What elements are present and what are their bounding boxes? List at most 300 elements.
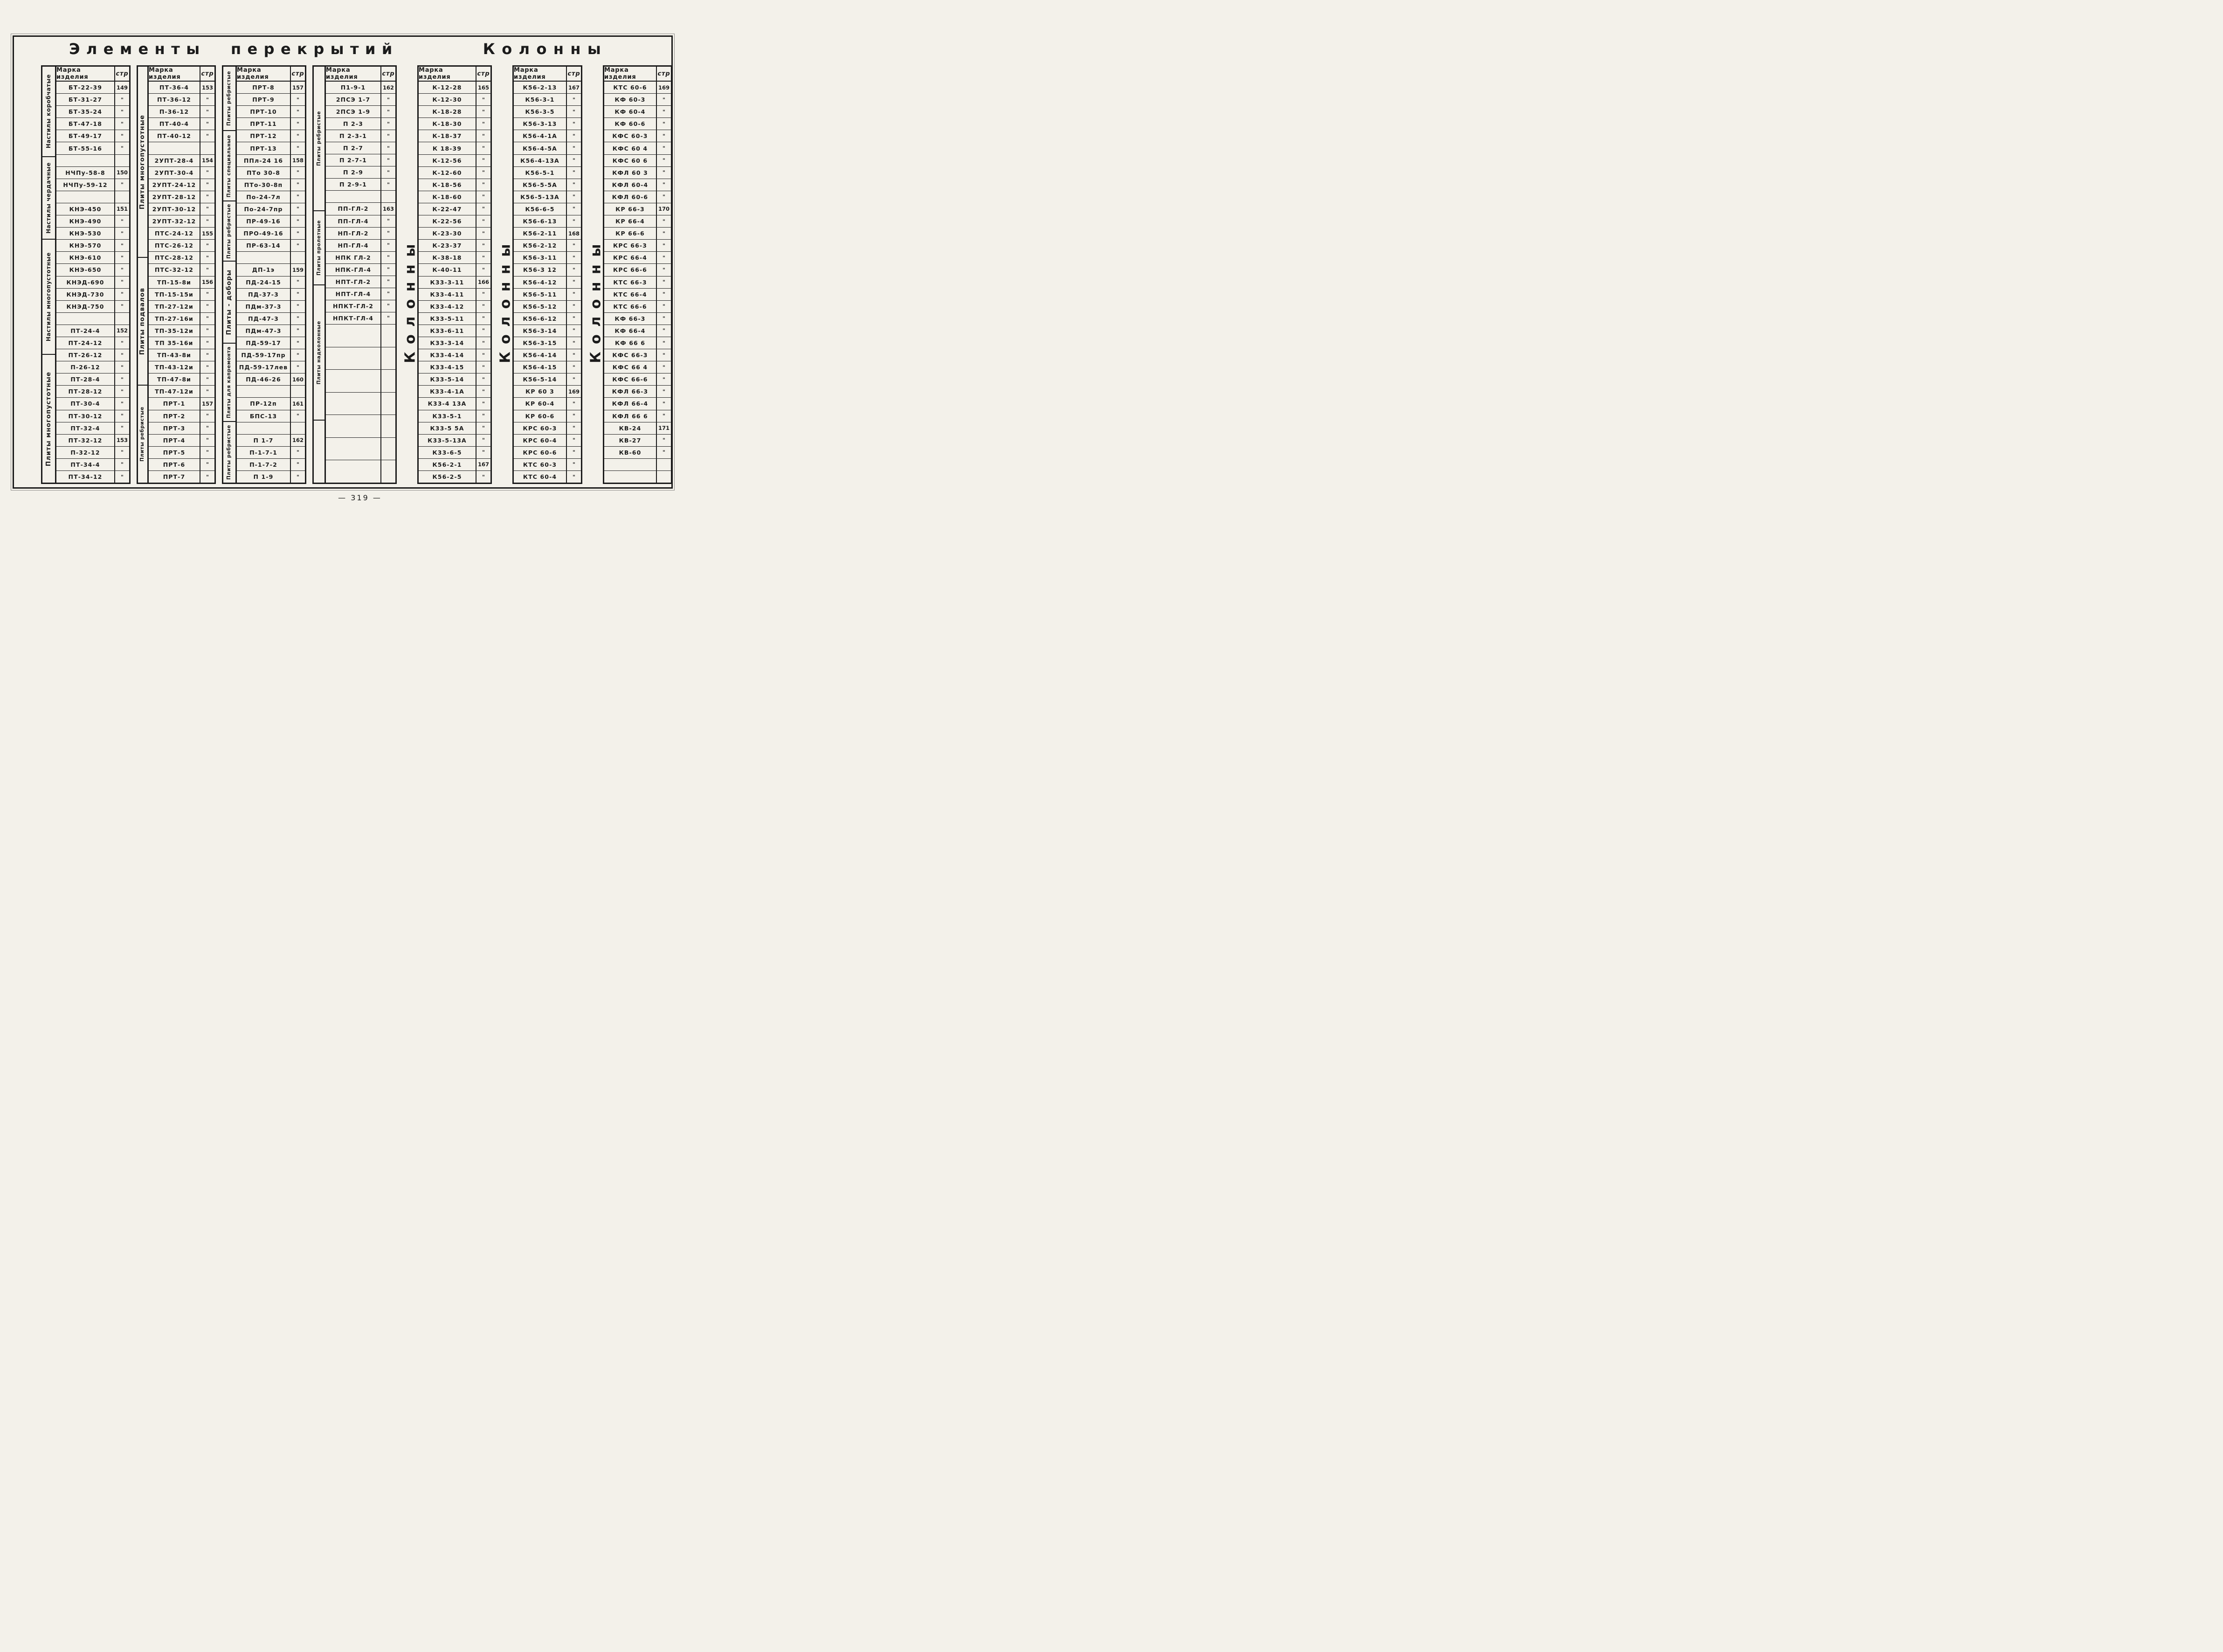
product-mark xyxy=(326,325,380,347)
page-ref: " xyxy=(290,349,305,361)
page-ref: " xyxy=(114,471,129,483)
page-column-header: стр xyxy=(656,67,671,81)
product-mark: К-22-56 xyxy=(432,218,462,225)
table-row xyxy=(149,337,214,349)
product-mark: ТП-15-8и xyxy=(157,278,191,286)
table-row xyxy=(56,458,129,470)
product-mark: ПТ-24-4 xyxy=(70,327,100,334)
product-mark: КФ 60-6 xyxy=(614,120,646,128)
category-label: Плиты ребристые xyxy=(226,203,232,259)
page-ref: " xyxy=(566,252,581,263)
table-row xyxy=(56,251,129,263)
page-ref: " xyxy=(656,155,671,166)
page-ref: " xyxy=(290,228,305,239)
page-ref: " xyxy=(290,142,305,154)
product-mark xyxy=(326,393,380,415)
product-mark: НПКТ-ГЛ-4 xyxy=(333,314,373,322)
page-ref: " xyxy=(566,167,581,179)
product-mark: П 2-9-1 xyxy=(339,181,367,188)
page-ref: 163 xyxy=(380,203,395,214)
table-row xyxy=(604,434,671,446)
table-row xyxy=(604,118,671,130)
product-mark: К33-4 13А xyxy=(428,400,467,408)
table-row xyxy=(149,434,214,446)
page-ref: " xyxy=(200,325,214,337)
product-mark: П-1-7-2 xyxy=(249,461,277,468)
vertical-title-label: Колонны xyxy=(402,236,418,363)
table-row xyxy=(419,422,490,434)
table-row xyxy=(326,392,395,415)
page-ref: " xyxy=(566,435,581,446)
product-mark: ТП-35-12и xyxy=(155,327,193,334)
page-ref: " xyxy=(476,447,490,458)
table-row xyxy=(514,470,581,483)
product-mark: К56-5-13А xyxy=(520,193,559,200)
product-mark: ПТо 30-8 xyxy=(246,169,280,176)
table-row xyxy=(514,422,581,434)
page-ref: " xyxy=(566,191,581,203)
table-row xyxy=(514,191,581,203)
page-ref: " xyxy=(566,471,581,483)
product-mark: ТП-43-12и xyxy=(155,364,193,371)
table-row xyxy=(419,458,490,470)
table-row xyxy=(326,347,395,370)
product-mark: ПТ-34-12 xyxy=(68,473,103,481)
page-ref: " xyxy=(566,301,581,312)
category-section xyxy=(223,421,235,483)
product-mark: ПД-59-17пр xyxy=(241,352,286,359)
page-column-header: стр xyxy=(566,67,581,81)
product-mark: ППл-24 16 xyxy=(243,157,283,164)
product-mark: 2УПТ-24-12 xyxy=(152,181,196,188)
product-mark: НПКТ-ГЛ-2 xyxy=(333,302,373,310)
page-ref: " xyxy=(476,215,490,227)
page-ref: " xyxy=(200,252,214,263)
product-mark: ПТо-30-8п xyxy=(244,181,283,188)
table-row xyxy=(419,251,490,263)
product-mark: П 2-7 xyxy=(343,145,363,152)
page-number: — 319 — xyxy=(338,493,382,502)
page-ref: 165 xyxy=(476,82,490,93)
table-row xyxy=(56,434,129,446)
page-ref: " xyxy=(656,264,671,276)
table-row xyxy=(56,276,129,288)
product-mark: К56-3-14 xyxy=(523,327,557,334)
page-ref: " xyxy=(200,349,214,361)
product-mark: К56-2-5 xyxy=(432,473,462,481)
product-mark: КНЭ-610 xyxy=(69,254,102,262)
product-mark: КФЛ 60-6 xyxy=(612,193,649,200)
page-ref: " xyxy=(114,240,129,251)
page-ref: " xyxy=(656,349,671,361)
category-section xyxy=(138,257,147,385)
table-row xyxy=(149,251,214,263)
table-row xyxy=(149,373,214,385)
page-ref xyxy=(290,422,305,434)
page-ref xyxy=(290,386,305,397)
page-ref: 162 xyxy=(290,435,305,446)
product-mark: ПР-63-14 xyxy=(246,242,281,249)
table-row xyxy=(514,337,581,349)
table-row xyxy=(514,300,581,312)
page-ref xyxy=(200,142,214,154)
page-ref: " xyxy=(290,301,305,312)
page-ref: " xyxy=(656,447,671,458)
page-ref: " xyxy=(566,155,581,166)
page-ref: " xyxy=(380,252,395,263)
product-mark: КТС 66-6 xyxy=(613,303,647,310)
table-row xyxy=(419,142,490,154)
table-body xyxy=(514,82,581,483)
category-section xyxy=(223,200,235,261)
product-table xyxy=(512,65,582,484)
page-ref: " xyxy=(566,276,581,288)
product-mark: НП-ГЛ-4 xyxy=(338,242,369,249)
table-row xyxy=(604,191,671,203)
product-mark: П-1-7-1 xyxy=(249,449,277,456)
catalog-table-unit xyxy=(588,65,672,484)
table-row xyxy=(514,458,581,470)
table-row xyxy=(514,215,581,227)
page-ref: " xyxy=(476,155,490,166)
table-row xyxy=(237,361,305,373)
page-ref: " xyxy=(656,118,671,130)
table-row xyxy=(604,215,671,227)
page-ref: 153 xyxy=(200,82,214,93)
table-row xyxy=(514,82,581,93)
product-mark: КФЛ 66-4 xyxy=(612,400,649,408)
product-mark: ТП-27-16и xyxy=(155,315,193,322)
product-mark: КФ 60-4 xyxy=(614,108,646,116)
page-ref: " xyxy=(656,142,671,154)
table-row xyxy=(237,397,305,409)
product-mark: КФЛ 66 6 xyxy=(612,412,648,420)
table-row xyxy=(514,385,581,397)
page-ref: " xyxy=(656,228,671,239)
page-ref: " xyxy=(476,361,490,373)
page-ref: " xyxy=(476,386,490,397)
table-row xyxy=(326,460,395,483)
table-row xyxy=(149,166,214,179)
page-ref: " xyxy=(200,179,214,191)
table-row xyxy=(237,215,305,227)
product-mark: П-26-12 xyxy=(70,364,100,371)
vertical-title-label: Колонны xyxy=(497,236,513,363)
product-mark: ПД-24-15 xyxy=(246,278,281,286)
vertical-title-label: Колонны xyxy=(587,236,604,363)
product-mark: ПРТ-2 xyxy=(163,412,186,420)
table-row xyxy=(514,118,581,130)
table-row xyxy=(56,142,129,154)
product-mark: НПК ГЛ-2 xyxy=(335,254,371,261)
page-ref: " xyxy=(566,373,581,385)
product-mark: ПТС-26-12 xyxy=(154,242,194,249)
table-row xyxy=(604,166,671,179)
product-mark xyxy=(604,459,656,470)
category-label: Плиты пролетные xyxy=(316,220,322,276)
page-ref: " xyxy=(290,106,305,118)
table-row xyxy=(56,154,129,166)
table-row xyxy=(56,385,129,397)
product-mark: К56-6-12 xyxy=(523,315,557,322)
page-ref xyxy=(380,191,395,202)
table-row xyxy=(56,239,129,251)
table-header-row xyxy=(514,67,581,82)
page-ref: " xyxy=(566,313,581,325)
page-ref: " xyxy=(476,94,490,105)
product-mark: ПТ-40-12 xyxy=(157,132,191,140)
product-mark: НПТ-ГЛ-4 xyxy=(335,290,371,297)
category-label: Настилы коробчатые xyxy=(45,74,52,149)
product-mark: К56-2-13 xyxy=(523,84,557,91)
page-ref: " xyxy=(476,325,490,337)
page-ref: " xyxy=(114,130,129,142)
product-mark: ПТ-28-4 xyxy=(70,376,100,383)
table-row xyxy=(514,227,581,239)
page-ref: " xyxy=(200,471,214,483)
product-mark: К-38-18 xyxy=(432,254,462,262)
section-title-columns: Колонны xyxy=(483,40,608,58)
product-mark: КФС 60 6 xyxy=(612,157,648,164)
table-row xyxy=(326,82,395,93)
product-mark: К56-3-5 xyxy=(525,108,555,116)
category-label: Настилы многопустотные xyxy=(45,252,52,341)
table-row xyxy=(326,312,395,324)
page-ref: " xyxy=(290,313,305,325)
page-ref xyxy=(114,191,129,203)
page-ref xyxy=(380,325,395,347)
product-mark: К56-4-12 xyxy=(523,278,557,286)
product-mark xyxy=(326,347,380,370)
product-mark xyxy=(326,370,380,392)
product-mark: КФЛ 60-4 xyxy=(612,181,649,188)
category-section xyxy=(223,130,235,200)
product-mark: 2УПТ-32-12 xyxy=(152,218,196,225)
product-mark: К56-3 12 xyxy=(523,266,557,274)
table-row xyxy=(326,324,395,347)
product-mark: КНЭ-650 xyxy=(69,266,102,274)
page-ref: " xyxy=(476,422,490,434)
table-header-row xyxy=(237,67,305,82)
category-section xyxy=(314,284,324,420)
mark-column-header: Марка изделия xyxy=(149,67,181,81)
table-row xyxy=(149,288,214,300)
page-ref: " xyxy=(290,179,305,191)
section-title-floor-elements: Элементы перекрытий xyxy=(69,40,399,58)
product-mark: КТС 60-3 xyxy=(523,461,557,468)
page-ref: " xyxy=(656,373,671,385)
table-row xyxy=(604,325,671,337)
page-ref: " xyxy=(476,410,490,422)
table-body xyxy=(237,82,305,483)
page-ref: 168 xyxy=(566,228,581,239)
table-row xyxy=(419,130,490,142)
table-row xyxy=(604,337,671,349)
category-section xyxy=(314,420,324,483)
page-ref: 149 xyxy=(114,82,129,93)
table-row xyxy=(514,434,581,446)
page-ref: " xyxy=(656,252,671,263)
table-row xyxy=(56,288,129,300)
product-mark: ПТ-28-12 xyxy=(68,388,103,395)
product-mark: БТ-49-17 xyxy=(68,132,103,140)
table-row xyxy=(149,276,214,288)
table-row xyxy=(326,251,395,263)
product-mark: ПТ-26-12 xyxy=(68,352,103,359)
page-ref: 169 xyxy=(656,82,671,93)
page-ref: " xyxy=(566,215,581,227)
page-ref: " xyxy=(656,301,671,312)
table-row xyxy=(604,251,671,263)
table-row xyxy=(149,470,214,483)
page-ref: " xyxy=(476,313,490,325)
page-ref: " xyxy=(656,179,671,191)
page-ref: " xyxy=(476,179,490,191)
product-mark xyxy=(56,155,114,166)
table-row xyxy=(419,82,490,93)
page-ref: " xyxy=(114,373,129,385)
product-mark: П 2-7-1 xyxy=(339,157,367,164)
page-ref: " xyxy=(200,386,214,397)
category-section xyxy=(314,67,324,210)
product-mark: К-18-30 xyxy=(432,120,462,128)
table-row xyxy=(604,470,671,483)
table-row xyxy=(514,276,581,288)
category-label: Плиты многопустотные xyxy=(138,114,146,209)
page-ref: " xyxy=(476,167,490,179)
table-row xyxy=(237,239,305,251)
product-mark: К33-4-1А xyxy=(430,388,464,395)
table-row xyxy=(149,349,214,361)
category-label: Плиты для капремонта xyxy=(226,346,232,419)
product-mark: КНЭД-690 xyxy=(66,278,104,286)
product-mark: ТП-15-15и xyxy=(155,290,193,298)
table-row xyxy=(419,373,490,385)
product-mark: К33-3-14 xyxy=(430,339,464,347)
page-column-header: стр xyxy=(290,67,305,81)
product-mark: К33-4-14 xyxy=(430,352,464,359)
product-mark: БПС-13 xyxy=(249,412,277,420)
table-row xyxy=(514,349,581,361)
product-mark: ТП-47-12и xyxy=(155,388,193,395)
page-ref: " xyxy=(566,410,581,422)
product-mark: К56-3-1 xyxy=(525,96,555,104)
product-table xyxy=(147,65,216,484)
table-row xyxy=(604,349,671,361)
product-mark: ПТС-32-12 xyxy=(154,266,194,274)
product-mark: ПТ-40-4 xyxy=(159,120,189,128)
table-row xyxy=(419,325,490,337)
product-mark: КНЭ-530 xyxy=(69,230,102,237)
table-row xyxy=(237,118,305,130)
product-mark: ПТ-24-12 xyxy=(68,339,103,347)
page-ref xyxy=(380,415,395,437)
page-ref: 155 xyxy=(200,228,214,239)
table-body xyxy=(419,82,490,483)
page-ref: " xyxy=(114,142,129,154)
page-ref: 156 xyxy=(200,276,214,288)
table-row xyxy=(419,203,490,215)
page-ref: " xyxy=(380,130,395,142)
product-mark: КТС 66-4 xyxy=(613,290,647,298)
page-ref: 151 xyxy=(114,203,129,215)
page-ref: " xyxy=(114,349,129,361)
product-mark: К-12-60 xyxy=(432,169,462,176)
product-mark: ПРТ-13 xyxy=(250,145,277,152)
product-mark: К56-2-12 xyxy=(523,242,557,249)
page-ref: 160 xyxy=(290,373,305,385)
product-mark: КНЭ-450 xyxy=(69,205,102,213)
table-row xyxy=(604,373,671,385)
page-ref: 166 xyxy=(476,276,490,288)
product-mark xyxy=(237,422,290,434)
page-ref: " xyxy=(290,337,305,349)
table-row xyxy=(237,166,305,179)
product-mark xyxy=(149,142,200,154)
product-mark: КРС 66-3 xyxy=(613,242,647,249)
product-mark: К-40-11 xyxy=(432,266,462,274)
page-ref: " xyxy=(290,325,305,337)
page-ref: " xyxy=(200,289,214,300)
page-ref: 154 xyxy=(200,155,214,166)
table-row xyxy=(604,82,671,93)
page-ref xyxy=(656,471,671,483)
table-row xyxy=(419,349,490,361)
scanned-catalog-page xyxy=(0,0,720,535)
table-row xyxy=(604,105,671,118)
page-ref: " xyxy=(200,106,214,118)
product-mark: К56-3-13 xyxy=(523,120,557,128)
table-row xyxy=(514,239,581,251)
category-section xyxy=(42,156,55,239)
page-ref: " xyxy=(380,215,395,227)
table-row xyxy=(237,325,305,337)
product-mark: НЧПу-58-8 xyxy=(65,169,105,176)
table-row xyxy=(514,179,581,191)
product-mark: ПРТ-6 xyxy=(163,461,186,468)
product-mark xyxy=(237,252,290,263)
product-mark: К33-4-12 xyxy=(430,303,464,310)
product-mark: КФС 66-3 xyxy=(612,352,648,359)
product-mark: КНЭД-730 xyxy=(66,290,104,298)
page-ref: " xyxy=(656,191,671,203)
product-mark: ПРТ-7 xyxy=(163,473,186,481)
page-ref: " xyxy=(380,264,395,276)
product-mark: КВ-60 xyxy=(619,449,642,456)
product-mark: БТ-55-16 xyxy=(68,145,103,152)
table-row xyxy=(604,300,671,312)
page-ref: " xyxy=(114,289,129,300)
table-row xyxy=(419,385,490,397)
product-mark: КРС 60-4 xyxy=(523,436,557,444)
page-ref: " xyxy=(656,386,671,397)
page-ref: " xyxy=(114,447,129,458)
table-row xyxy=(604,276,671,288)
category-label: Плиты ребристые xyxy=(226,425,232,480)
page-ref: " xyxy=(290,289,305,300)
page-ref: " xyxy=(200,130,214,142)
product-mark: ПРТ-8 xyxy=(252,84,275,91)
table-row xyxy=(56,179,129,191)
product-mark: К-23-37 xyxy=(432,242,462,249)
product-mark: К56-5-14 xyxy=(523,376,557,383)
catalog-table-unit xyxy=(137,65,216,484)
page-ref: " xyxy=(200,447,214,458)
table-row xyxy=(237,142,305,154)
table-body xyxy=(149,82,214,483)
page-ref: 171 xyxy=(656,422,671,434)
table-row xyxy=(237,446,305,458)
